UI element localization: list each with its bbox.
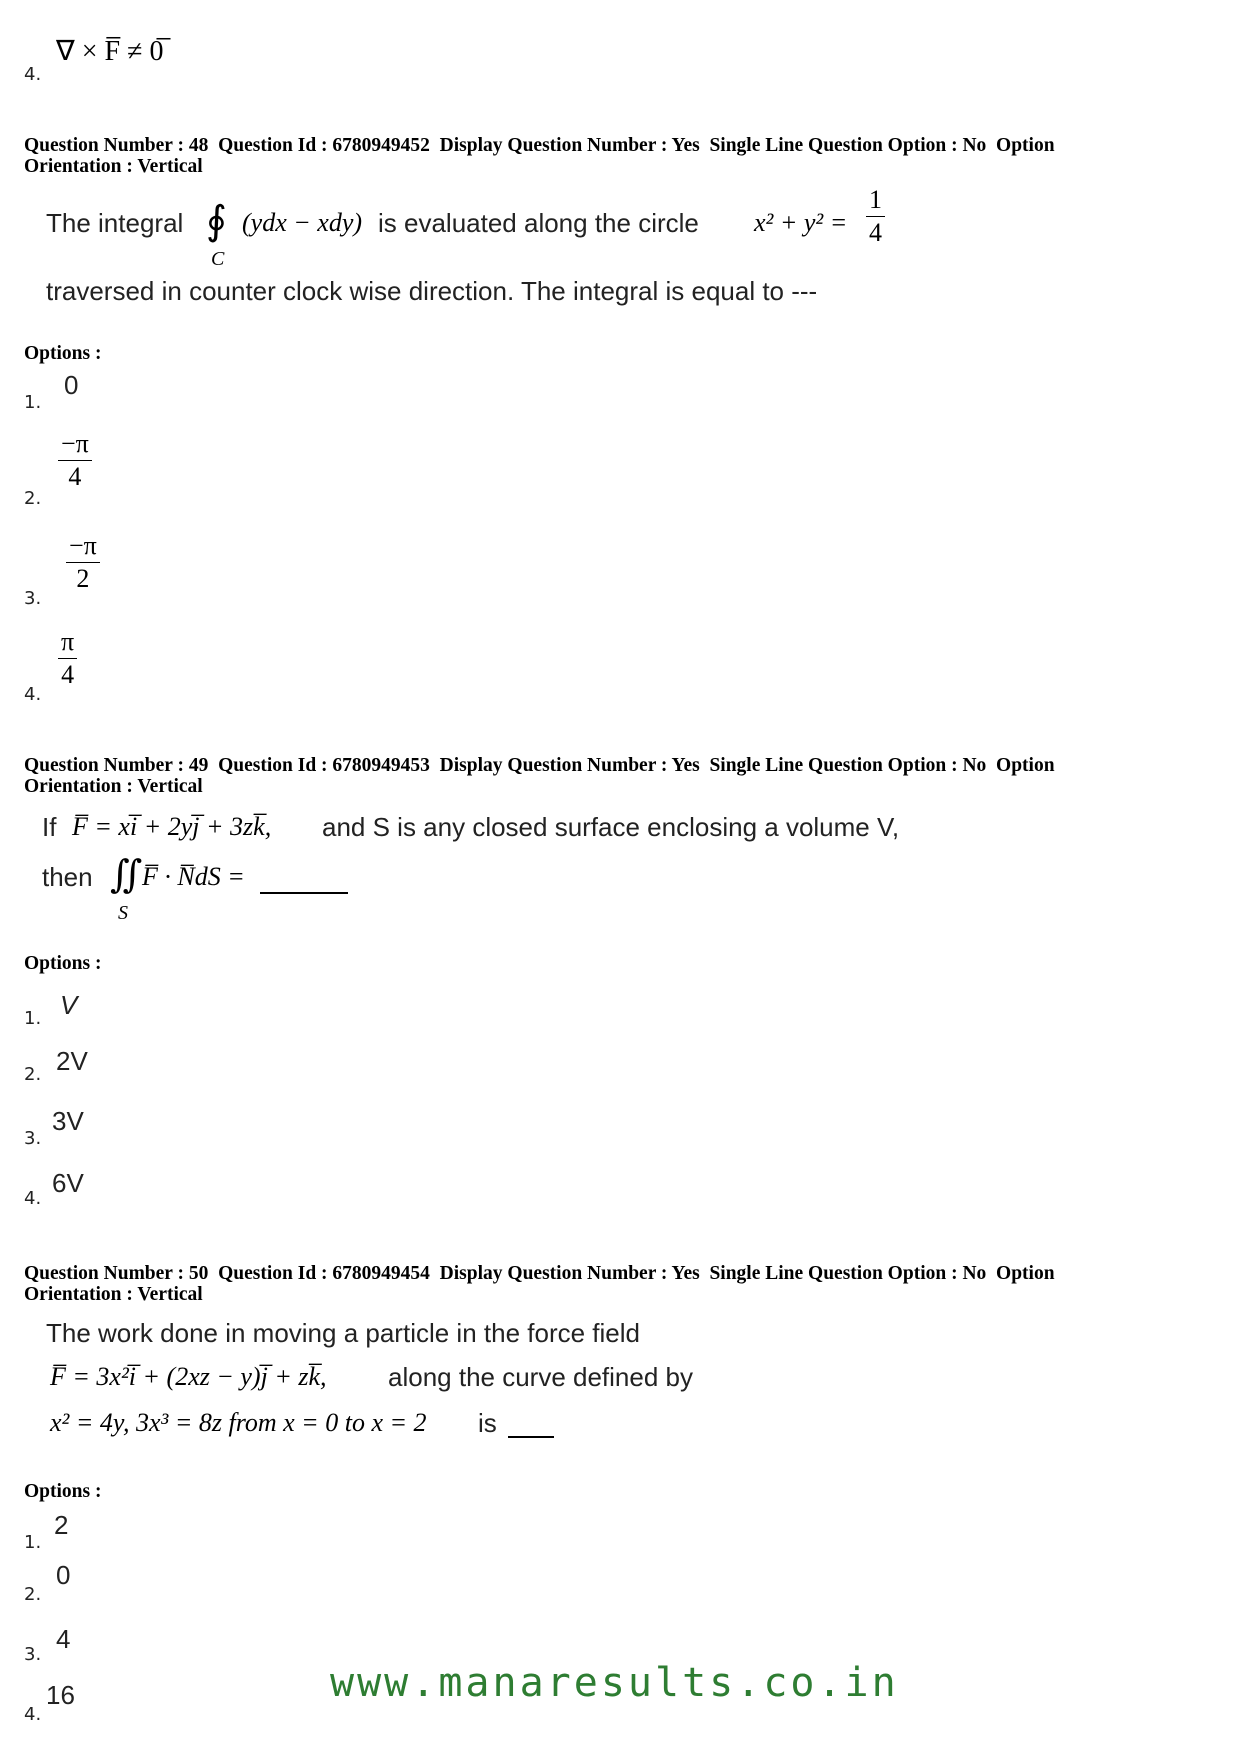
fraction-numerator: π <box>58 628 77 659</box>
option-number: 3. <box>24 1128 42 1149</box>
option-fraction <box>66 532 100 593</box>
website-watermark: www.manaresults.co.in <box>330 1660 899 1706</box>
option-value: 0 <box>56 1560 71 1590</box>
header-line-1: Question Number : 49 Question Id : 6780949453 Display Question Number : Yes Single Line Question Option : No Option <box>24 755 1055 776</box>
answer-blank <box>260 892 348 894</box>
option-49-1[interactable] <box>24 990 224 1030</box>
field-expression: F̅ = 3x²i̅ + (2xz − y)j̅ + zk̅, <box>50 1362 327 1391</box>
option-number: 2. <box>24 1064 42 1085</box>
option-number: 4. <box>24 684 42 705</box>
option-fraction <box>58 430 92 491</box>
option-50-4[interactable] <box>24 1680 224 1725</box>
option-number: 4. <box>24 64 42 85</box>
option-number: 3. <box>24 1644 42 1665</box>
option-value: 2V <box>56 1046 88 1076</box>
integral-expression: F̅ · N̅dS = <box>142 862 245 891</box>
option-number: 4. <box>24 1188 42 1209</box>
option-value: 6V <box>52 1168 84 1198</box>
option-48-1[interactable] <box>24 370 224 413</box>
option-value: 3V <box>52 1106 84 1136</box>
question-body-49 <box>42 812 992 932</box>
option-number: 3. <box>24 588 42 609</box>
fraction-numerator: −π <box>66 532 100 563</box>
option-number: 1. <box>24 392 42 413</box>
header-line-2: Orientation : Vertical <box>24 776 203 797</box>
option-50-1[interactable] <box>24 1510 224 1553</box>
question-text: If <box>42 812 57 842</box>
question-header-50 <box>24 1263 1055 1305</box>
question-text: The work done in moving a particle in the force field <box>46 1318 640 1348</box>
option-50-3[interactable] <box>24 1624 224 1664</box>
header-line-1: Question Number : 50 Question Id : 6780949454 Display Question Number : Yes Single Line Question Option : No Option <box>24 1263 1055 1284</box>
field-expression: F̅ = xi̅ + 2yj̅ + 3zk̅, <box>72 812 272 841</box>
fraction-denominator: 4 <box>68 462 82 491</box>
question-header-49 <box>24 755 1055 797</box>
fraction-denominator: 4 <box>61 660 75 689</box>
option-number: 2. <box>24 1584 42 1605</box>
integral-subscript: S <box>118 902 128 924</box>
option-number: 1. <box>24 1532 42 1553</box>
question-body-50 <box>46 1318 946 1458</box>
question-text: and S is any closed surface enclosing a volume V, <box>322 812 900 842</box>
header-line-1: Question Number : 48 Question Id : 6780949452 Display Question Number : Yes Single Line Question Option : No Option <box>24 135 1055 156</box>
question-header-48 <box>24 135 1055 177</box>
question-text: is evaluated along the circle <box>378 208 699 238</box>
question-text: The integral <box>46 208 184 238</box>
option-48-2[interactable] <box>24 430 224 510</box>
option-number: 2. <box>24 488 42 509</box>
options-label: Options : <box>24 1481 102 1502</box>
option-expression: ∇ × F̅ ≠ 0̅ <box>56 36 164 67</box>
header-line-2: Orientation : Vertical <box>24 1284 203 1305</box>
question-text: traversed in counter clock wise direction. The integral is equal to --- <box>46 276 818 306</box>
option-fraction <box>58 628 77 689</box>
question-body-48 <box>46 185 946 310</box>
question-text: along the curve defined by <box>388 1362 693 1392</box>
option-50-2[interactable] <box>24 1560 224 1605</box>
curve-expression: x² = 4y, 3x³ = 8z from x = 0 to x = 2 <box>50 1408 427 1437</box>
option-48-3[interactable] <box>24 532 224 612</box>
header-line-2: Orientation : Vertical <box>24 156 203 177</box>
option-49-3[interactable] <box>24 1106 224 1149</box>
options-label: Options : <box>24 953 102 974</box>
fraction-numerator: −π <box>58 430 92 461</box>
option-48-4[interactable] <box>24 628 224 708</box>
contour-integral-symbol: ∮ <box>206 198 227 244</box>
integral-subscript: C <box>211 248 225 270</box>
option-49-4[interactable] <box>24 1168 224 1208</box>
option-49-2[interactable] <box>24 1046 224 1086</box>
option-number: 1. <box>24 1008 42 1029</box>
fraction-numerator: 1 <box>866 186 885 217</box>
answer-blank <box>508 1436 554 1438</box>
option-number: 4. <box>24 1704 42 1725</box>
fraction-denominator: 4 <box>869 218 882 247</box>
fraction-denominator: 2 <box>76 564 90 593</box>
option-value: 2 <box>54 1510 69 1540</box>
circle-fraction <box>866 186 885 247</box>
option-value: V <box>60 990 78 1020</box>
options-label: Options : <box>24 343 102 364</box>
surface-integral-symbol: ∬ <box>110 852 143 896</box>
circle-equation: x² + y² = <box>754 208 848 237</box>
option-value: 0 <box>64 370 79 400</box>
question-text: is <box>478 1408 497 1438</box>
option-value: 4 <box>56 1624 71 1654</box>
option-value: 16 <box>46 1680 75 1710</box>
question-text: then <box>42 862 93 892</box>
integrand: (ydx − xdy) <box>242 208 363 237</box>
